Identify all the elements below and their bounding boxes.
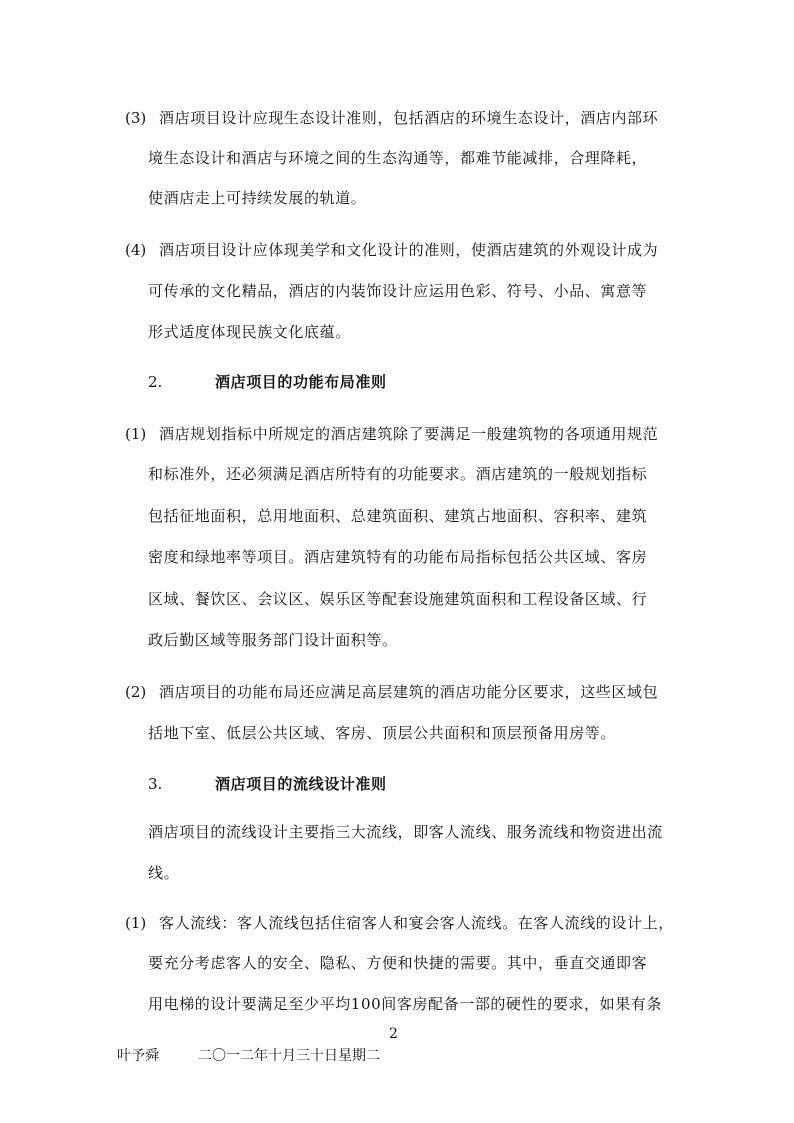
paragraph-line: 密度和绿地率等项目。酒店建筑特有的功能布局指标包括公共区域、客房 [148,548,648,566]
paragraph-line: 线。 [148,864,180,882]
paragraph-line: 境生态设计和酒店与环境之间的生态沟通等，都难节能减排，合理降耗， [148,149,648,167]
paragraph-line: 区域、餐饮区、会议区、娱乐区等配套设施建筑面积和工程设备区域、行 [148,590,648,608]
page-number: 2 [389,1026,398,1042]
footer-date: 二〇一二年十月三十日星期二 [198,1048,380,1064]
paragraph-line: 酒店项目设计应体现美学和文化设计的准则，使酒店建筑的外观设计成为 [159,241,659,259]
list-marker: (3) [125,109,147,127]
paragraph-line: 形式适度体现民族文化底蕴。 [148,323,351,341]
paragraph-line: 政后勤区域等服务部门设计面积等。 [148,631,398,649]
list-marker: (4) [125,241,147,259]
section-number: 3. [148,775,163,793]
paragraph-line: 和标准外，还必须满足酒店所特有的功能要求。酒店建筑的一般规划指标 [148,465,648,483]
paragraph-line: 包括征地面积，总用地面积、总建筑面积、建筑占地面积、容积率、建筑 [148,507,648,525]
paragraph-line: 酒店规划指标中所规定的酒店建筑除了要满足一般建筑物的各项通用规范 [159,425,659,443]
section-heading: 酒店项目的功能布局准则 [215,373,387,391]
paragraph-line: 酒店项目的流线设计主要指三大流线，即客人流线、服务流线和物资进出流 [148,823,663,841]
paragraph-line: 客人流线：客人流线包括住宿客人和宴会客人流线。在客人流线的设计上， [159,914,674,932]
paragraph-line: 酒店项目设计应现生态设计准则，包括酒店的环境生态设计，酒店内部环 [159,109,659,127]
list-marker: (1) [125,425,147,443]
paragraph-line: 用电梯的设计要满足至少平均100间客房配备一部的硬性的要求，如果有条 [148,995,663,1013]
list-marker: (2) [125,683,147,701]
list-marker: (1) [125,914,147,932]
paragraph-line: 使酒店走上可持续发展的轨道。 [148,189,367,207]
section-number: 2. [148,373,163,391]
paragraph-line: 括地下室、低层公共区域、客房、顶层公共面积和顶层预备用房等。 [148,724,617,742]
paragraph-line: 可传承的文化精品，酒店的内装饰设计应运用色彩、符号、小品、寓意等 [148,282,648,300]
paragraph-line: 要充分考虑客人的安全、隐私、方便和快捷的需要。其中，垂直交通即客 [148,954,648,972]
footer-author: 叶予舜 [117,1048,159,1064]
section-heading: 酒店项目的流线设计准则 [215,775,387,793]
paragraph-line: 酒店项目的功能布局还应满足高层建筑的酒店功能分区要求，这些区域包 [159,683,659,701]
